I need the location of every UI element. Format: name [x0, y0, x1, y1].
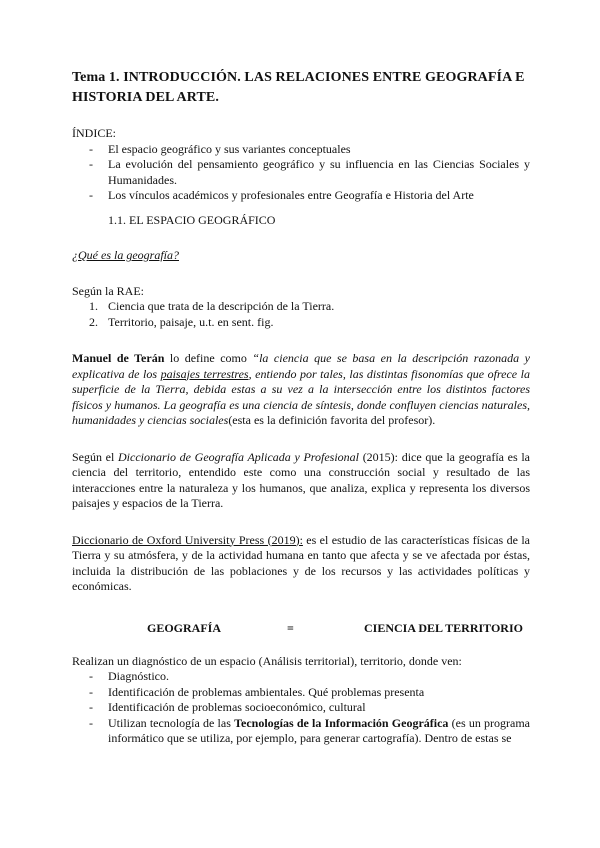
diagnosis-item: - Diagnóstico.	[72, 669, 530, 685]
rae-label: Según la RAE:	[72, 283, 144, 298]
teran-verb: lo define como	[164, 351, 253, 365]
diccionario-text: (2015): dice que la geografía es la ciencia del territorio, entendido este como una construcción social y resultado de las interacciones entre la naturaleza y los humanos, que analiza, explica y representa los diversos paisajes y espacios de la Tierra.	[72, 449, 530, 510]
geography-equation	[72, 621, 530, 637]
tig-lead: Utilizan tecnología de las	[108, 715, 235, 730]
index-item: - La evolución del pensamiento geográfico y su influencia en las Ciencias Sociales y Humanidades.	[72, 157, 530, 188]
oxford-source: Diccionario de Oxford University Press (2019):	[72, 532, 303, 547]
teran-note: (esta es la definición favorita del profesor).	[228, 413, 436, 427]
teran-quote-a: “la ciencia que se basa en la descripción razonada y explicativa de los	[72, 351, 530, 381]
index-item: - Los vínculos académicos y profesionales entre Geografía e Historia del Arte	[72, 188, 530, 204]
rae-definition	[72, 299, 530, 315]
diagnosis-list	[72, 669, 530, 747]
rae-definition-text: Territorio, paisaje, u.t. en sent. fig.	[108, 314, 274, 329]
rae-definitions	[72, 299, 530, 330]
list-number: 1.	[89, 299, 98, 313]
diagnosis-item-tig	[72, 716, 530, 747]
teran-author: Manuel de Terán	[72, 351, 165, 365]
index-label: ÍNDICE:	[72, 126, 116, 140]
diccionario-lead: Según el	[72, 449, 119, 464]
list-number: 2.	[89, 314, 98, 329]
equation-left: GEOGRAFÍA	[147, 620, 222, 635]
teran-quote-b: , entiendo por tales, las distintas fisonomías que ofrece la superficie de la Tierra, debida estas a su vez a la intersección entre los distintos factores físicos y humanos. La geografía es una ciencia de síntesis, donde confluyen ciencias naturales, humanidades y ciencias sociales	[72, 366, 530, 427]
teran-quote-underlined: paisajes terrestres	[160, 366, 249, 381]
section-heading: 1.1. EL ESPACIO GEOGRÁFICO	[108, 212, 276, 227]
tig-name: Tecnologías de la Información Geográfica	[234, 715, 449, 730]
diccionario-definition	[72, 450, 530, 512]
document-page	[72, 68, 530, 747]
oxford-definition	[72, 533, 530, 595]
equation-sign: =	[287, 620, 294, 635]
index-list	[72, 142, 530, 204]
index-item: - El espacio geográfico y sus variantes conceptuales	[72, 142, 530, 158]
rae-definition	[72, 315, 530, 331]
tig-text: (es un programa informático que se utiliza, por ejemplo, para generar cartografía). Dentro de estas se	[108, 715, 531, 745]
oxford-text: es el estudio de las características físicas de la Tierra y su atmósfera, y de la actividad humana en tanto que afecta y se ve afectada por éstas, incluida la distribución de las poblaciones y de los recursos y las actividades políticas y económicas.	[72, 532, 530, 593]
diagnosis-item: - Identificación de problemas socioeconómico, cultural	[72, 700, 530, 716]
diagnosis-intro: Realizan un diagnóstico de un espacio (Análisis territorial), territorio, donde ven:	[72, 653, 462, 668]
diccionario-book-title: Diccionario de Geografía Aplicada y Profesional	[118, 449, 360, 464]
rae-definition-text: Ciencia que trata de la descripción de la Tierra.	[108, 299, 335, 313]
question-heading: ¿Qué es la geografía?	[72, 248, 179, 262]
equation-right: CIENCIA DEL TERRITORIO	[364, 620, 523, 635]
diagnosis-item: - Identificación de problemas ambientales. Qué problemas presenta	[72, 685, 530, 701]
teran-definition	[72, 351, 530, 429]
document-title: Tema 1. INTRODUCCIÓN. LAS RELACIONES ENTRE GEOGRAFÍA E HISTORIA DEL ARTE.	[72, 70, 525, 105]
